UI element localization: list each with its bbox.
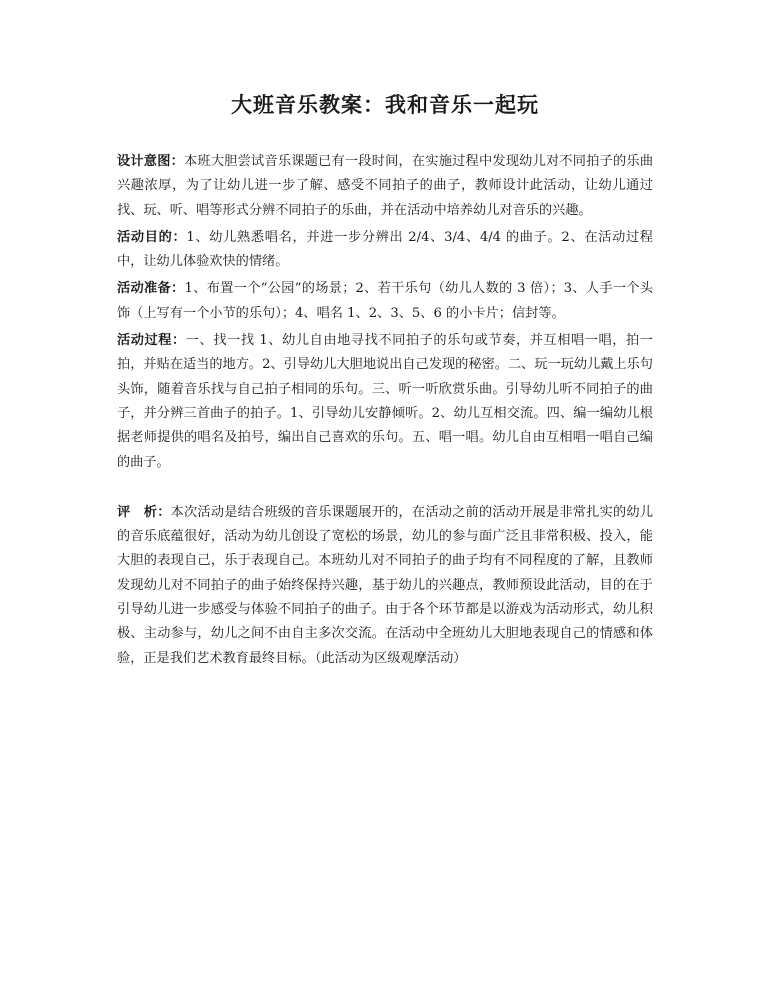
section-text: 1、幼儿熟悉唱名，并进一步分辨出 2/4、3/4、4/4 的曲子。2、在活动过程中，让幼儿体验欢快的情绪。 <box>117 229 653 270</box>
section-text: 本班大胆尝试音乐课题已有一段时间，在实施过程中发现幼儿对不同拍子的乐曲兴趣浓厚，为了让幼儿进一步了解、感受不同拍子的曲子，教师设计此活动，让幼儿通过找、玩、听、唱等形式分辨不同拍子的乐曲，并在活动中培养幼儿对音乐的兴趣。 <box>117 154 654 218</box>
page-title: 大班音乐教案：我和音乐一起玩 <box>231 92 539 117</box>
section-activity-process <box>117 329 653 475</box>
section-label: 活动目的： <box>117 229 187 245</box>
section-activity-preparation <box>117 277 653 326</box>
section-review <box>117 501 653 671</box>
section-text: 1、布置一个“公园”的场景；2、若干乐句（幼儿人数的 3 倍）；3、人手一个头饰（上写有一个小节的乐句）；4、唱名 1、2、3、5、6 的小卡片；信封等。 <box>117 281 654 321</box>
section-label: 评 析： <box>117 504 171 520</box>
section-text: 一、找一找 1、幼儿自由地寻找不同拍子的乐句或节奏，并互相唱一唱，拍一拍，并贴在适当的地方。2、引导幼儿大胆地说出自己发现的秘密。二、玩一玩幼儿戴上乐句头饰，随着音乐找与自己拍子相同的乐句。三、听一听欣赏乐曲。引导幼儿听不同拍子的曲子，并分辨三首曲子的拍子。1、引导幼儿安静倾听。2、幼儿互相交流。四、编一编幼儿根据老师提供的唱名及拍号，编出自己喜欢的乐句。五、唱一唱。幼儿自由互相唱一唱自己编的曲子。 <box>117 333 653 470</box>
section-design-intent <box>117 150 653 223</box>
section-label: 活动准备： <box>117 281 185 297</box>
section-text: 本次活动是结合班级的音乐课题展开的，在活动之前的活动开展是非常扎实的幼儿的音乐底蕴很好，活动为幼儿创设了宽松的场景，幼儿的参与面广泛且非常积极、投入，能大胆的表现自己，乐于表现自己。本班幼儿对不同拍子的曲子均有不同程度的了解，且教师发现幼儿对不同拍子的曲子始终保持兴趣，基于幼儿的兴趣点，教师预设此活动，目的在于引导幼儿进一步感受与体验不同拍子的曲子。由于各个环节都是以游戏为活动形式，幼儿积极、主动参与，幼儿之间不由自主多次交流。在活动中全班幼儿大胆地表现自己的情感和体验，正是我们艺术教育最终目标。（此活动为区级观摩活动） <box>117 504 653 666</box>
section-label: 设计意图： <box>117 154 185 169</box>
document-body <box>117 150 653 674</box>
section-activity-goals <box>117 226 653 275</box>
section-label: 活动过程： <box>117 333 186 349</box>
